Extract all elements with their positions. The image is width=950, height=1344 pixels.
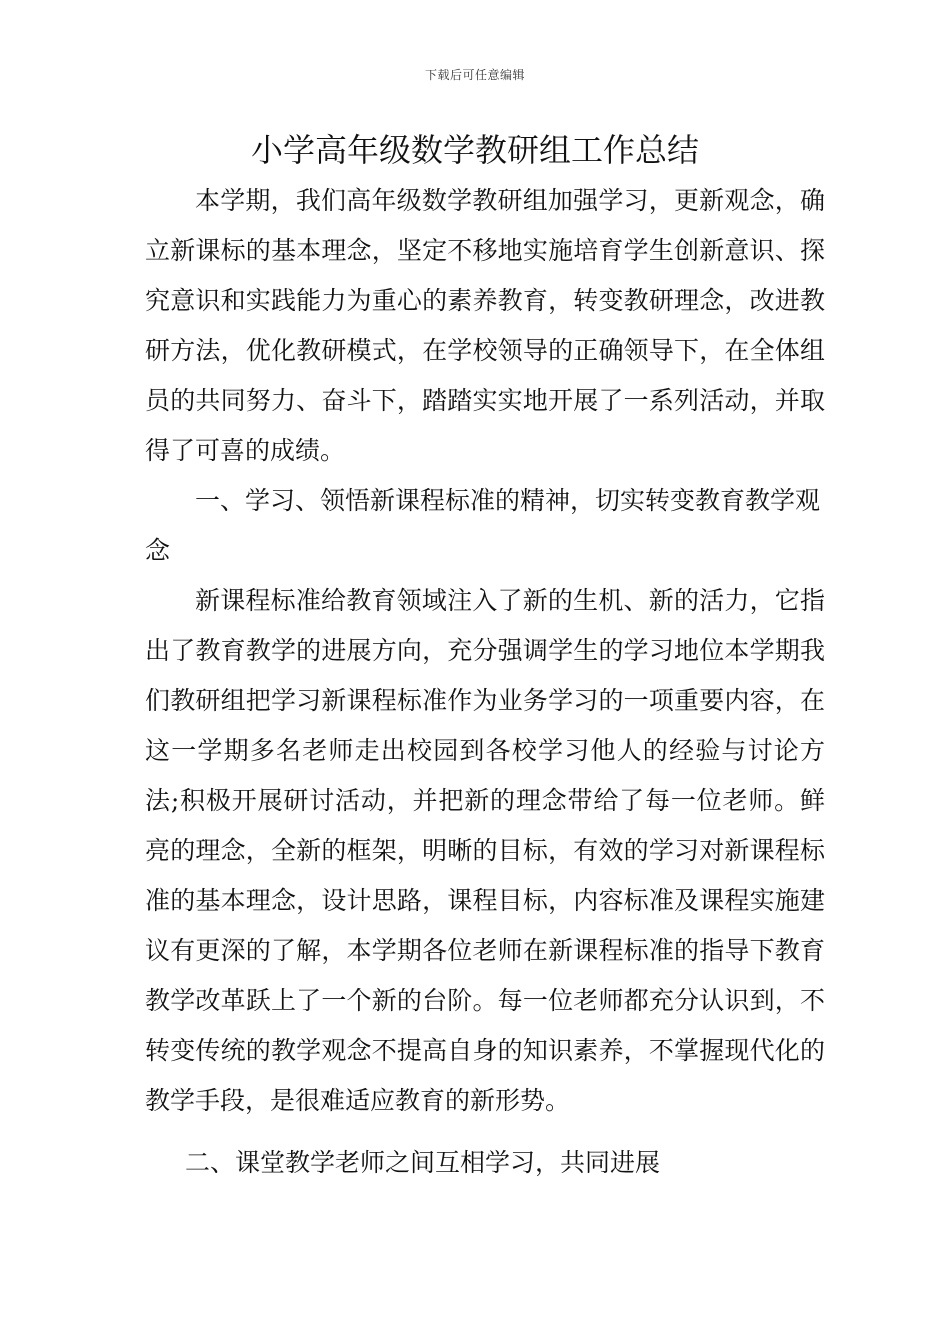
header-note: 下载后可任意编辑 (424, 68, 525, 82)
document-body (145, 176, 825, 1188)
section-1-paragraph: 新课程标准给教育领域注入了新的生机、新的活力，它指出了教育教学的进展方向，充分强调学生的学习地位本学期我们教研组把学习新课程标准作为业务学习的一项重要内容，在这一学期多名老师走出校园到各校学习他人的经验与讨论方法;积极开展研讨活动，并把新的理念带给了每一位老师。鲜亮的理念，全新的框架，明晰的目标，有效的学习对新课程标准的基本理念，设计思路，课程目标，内容标准及课程实施建议有更深的了解，本学期各位老师在新课程标准的指导下教育教学改革跃上了一个新的台阶。每一位老师都充分认识到，不转变传统的教学观念不提高自身的知识素养，不掌握现代化的教学手段，是很难适应教育的新形势。 (145, 586, 825, 1115)
document-title: 小学高年级数学教研组工作总结 (250, 131, 699, 169)
section-heading-2: 二、课堂教学老师之间互相学习，共同进展 (185, 1148, 661, 1177)
intro-paragraph: 本学期，我们高年级数学教研组加强学习，更新观念，确立新课标的基本理念，坚定不移地实施培育学生创新意识、探究意识和实践能力为重心的素养教育，转变教研理念，改进教研方法，优化教研模式，在学校领导的正确领导下，在全体组员的共同努力、奋斗下，踏踏实实地开展了一系列活动，并取得了可喜的成绩。 (145, 186, 825, 465)
section-heading-1: 一、学习、领悟新课程标准的精神，切实转变教育教学观念 (145, 486, 821, 565)
